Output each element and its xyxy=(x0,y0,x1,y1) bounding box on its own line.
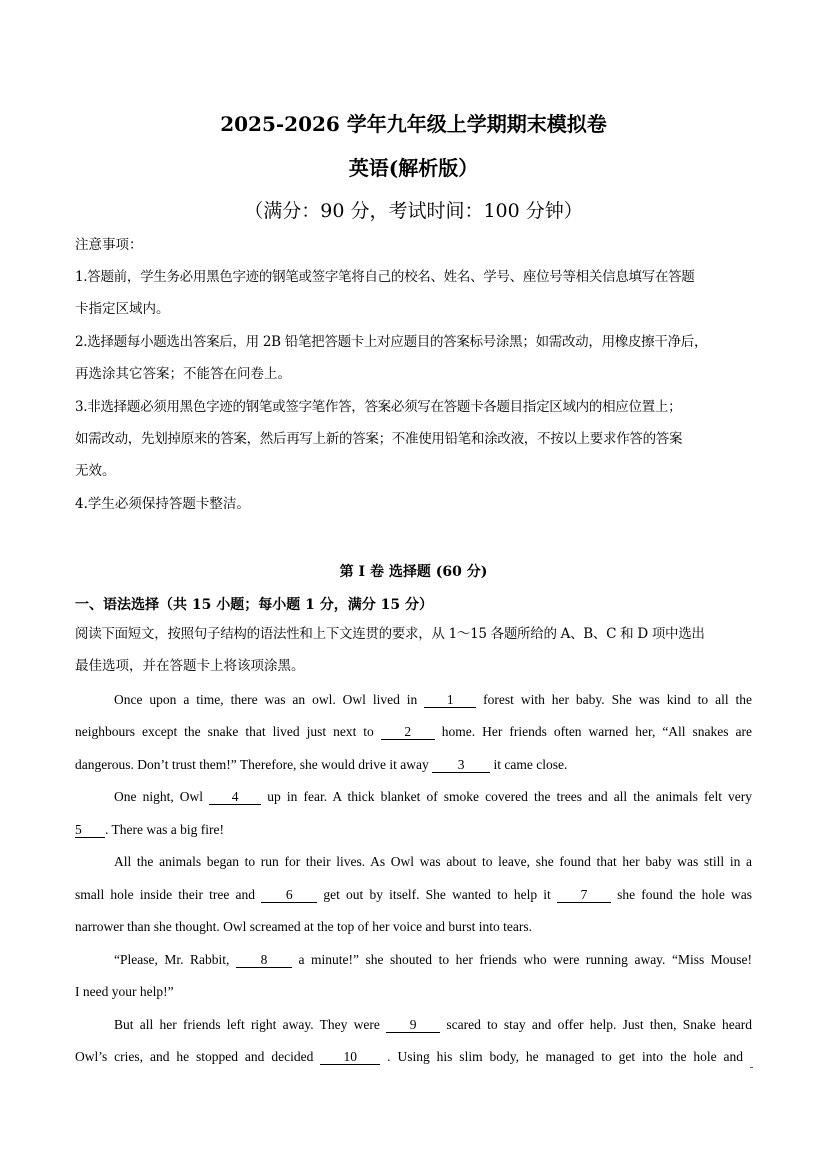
blank-5: 5 xyxy=(75,823,105,838)
note-item-2-line-1: 2.选择题每小题选出答案后，用 2B 铅笔把答题卡上对应题目的答案标号涂黑；如需改动，用橡皮擦干净后， xyxy=(75,334,708,350)
passage-text: get out by itself. She wanted to help it xyxy=(323,887,551,902)
passage-text: . There was a big fire! xyxy=(105,822,224,837)
passage-text: scared to stay and offer help. Just then, Snake heard xyxy=(446,1017,752,1032)
blank-9: 9 xyxy=(386,1018,440,1033)
passage-line: narrower than she thought. Owl screamed at the top of her voice and burst into tears. xyxy=(75,919,532,934)
passage-line xyxy=(75,756,752,774)
part-title: 一、语法选择（共 15 小题；每小题 1 分，满分 15 分） xyxy=(75,597,433,613)
passage-text: But all her friends left right away. They were xyxy=(114,1017,380,1032)
section-title: 第 I 卷 选择题 (60 分) xyxy=(339,564,488,580)
passage-text: forest with her baby. She was kind to all the xyxy=(483,692,753,707)
note-item-1-line-2: 卡指定区域内。 xyxy=(75,301,170,317)
passage-text: . Using his slim body, he managed to get into the hole and xyxy=(387,1049,744,1064)
passage-line: I need your help!” xyxy=(75,984,174,999)
blank-4: 4 xyxy=(209,790,261,805)
blank-10: 10 xyxy=(320,1050,380,1065)
note-item-4: 4.学生必须保持答题卡整洁。 xyxy=(75,496,250,512)
blank-6: 6 xyxy=(261,888,317,903)
passage-text: she found the hole was xyxy=(617,887,753,902)
passage-line xyxy=(75,821,752,839)
passage-text: “Please, Mr. Rabbit, xyxy=(114,952,230,967)
passage-text: dangerous. Don’t trust them!” Therefore, she would drive it away xyxy=(75,757,429,772)
note-item-2-line-2: 再选涂其它答案；不能答在问卷上。 xyxy=(75,366,291,382)
passage-line xyxy=(114,951,752,969)
passage-text: small hole inside their tree and xyxy=(75,887,256,902)
score-info: （满分：90 分，考试时间：100 分钟） xyxy=(244,200,583,222)
note-item-3-line-2: 如需改动，先划掉原来的答案，然后再写上新的答案；不准使用铅笔和涂改液，不按以上要求作答的答案 xyxy=(75,431,683,447)
blank-2: 2 xyxy=(381,725,435,740)
notes-heading: 注意事项： xyxy=(75,237,143,253)
passage-line xyxy=(75,1048,743,1066)
passage-line xyxy=(114,1016,752,1034)
passage-text: Owl’s cries, and he stopped and decided xyxy=(75,1049,314,1064)
note-item-3-line-3: 无效。 xyxy=(75,463,116,479)
blank-1: 1 xyxy=(424,693,476,708)
instruction-line-1: 阅读下面短文，按照句子结构的语法性和上下文连贯的要求，从 1～15 各题所给的 A、B、C 和 D 项中选出 xyxy=(75,626,705,642)
line-continuation-mark xyxy=(750,1067,753,1068)
passage-line: All the animals began to run for their lives. As Owl was about to leave, she found that her baby was still in a xyxy=(114,854,752,869)
note-item-3-line-1: 3.非选择题必须用黑色字迹的钢笔或签字笔作答，答案必须写在答题卡各题目指定区域内的相应位置上； xyxy=(75,399,682,415)
blank-7: 7 xyxy=(557,888,611,903)
blank-3: 3 xyxy=(432,758,490,773)
passage-text: up in fear. A thick blanket of smoke covered the trees and all the animals felt very xyxy=(267,789,753,804)
passage-text: One night, Owl xyxy=(114,789,204,804)
blank-8: 8 xyxy=(236,953,292,968)
passage-line xyxy=(114,788,752,806)
passage-text: home. Her friends often warned her, “All snakes are xyxy=(441,724,752,739)
passage-line xyxy=(114,691,752,709)
passage-line xyxy=(75,886,752,904)
passage-line xyxy=(75,723,752,741)
instruction-line-2: 最佳选项，并在答题卡上将该项涂黑。 xyxy=(75,658,305,674)
passage-text: it came close. xyxy=(493,757,568,772)
passage-text: a minute!” she shouted to her friends who were running away. “Miss Mouse! xyxy=(298,952,752,967)
exam-subtitle: 英语(解析版） xyxy=(348,156,479,180)
exam-title: 2025-2026 学年九年级上学期期末模拟卷 xyxy=(220,112,607,136)
passage-text: neighbours except the snake that lived just next to xyxy=(75,724,374,739)
passage-text: Once upon a time, there was an owl. Owl lived in xyxy=(114,692,418,707)
note-item-1-line-1: 1.答题前，学生务必用黑色字迹的钢笔或签字笔将自己的校名、姓名、学号、座位号等相关信息填写在答题 xyxy=(75,269,695,285)
